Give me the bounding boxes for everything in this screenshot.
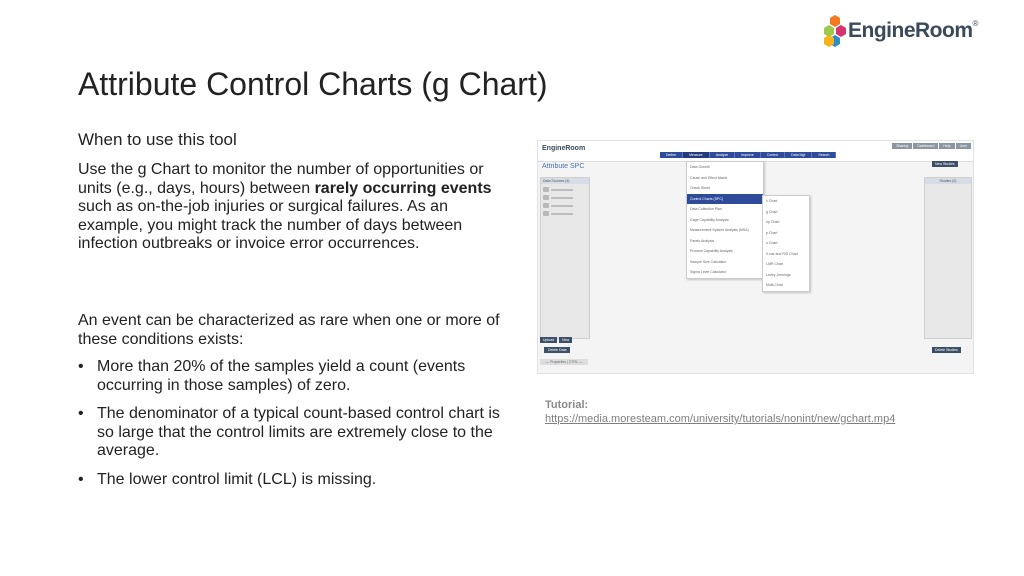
hexagon-cluster-icon bbox=[824, 14, 846, 48]
delete-data-button: Delete Data bbox=[544, 347, 570, 353]
menu-item: Gage Capability Analysis bbox=[690, 217, 729, 222]
submenu-item: X-bar and R/S Chart bbox=[766, 251, 798, 256]
panel-header: Data Sources (4) bbox=[541, 178, 589, 184]
nav-item: Control bbox=[761, 152, 785, 158]
panel-header: Studies (0) bbox=[925, 178, 971, 184]
screenshot-navbar bbox=[660, 152, 836, 158]
submenu-item: c Chart bbox=[766, 199, 778, 204]
conditions-paragraph: An event can be characterized as rare when one or more of these conditions exists: bbox=[78, 312, 500, 348]
new-button: New bbox=[559, 337, 572, 343]
screenshot-upload-row bbox=[540, 337, 572, 343]
data-source-item bbox=[543, 195, 587, 200]
menu-item: Cause and Effect Matrix bbox=[690, 175, 728, 180]
measure-menu bbox=[686, 161, 764, 279]
new-studies-button: New Studies bbox=[932, 161, 958, 167]
list-item: • More than 20% of the samples yield a count (events occurring in those samples) of zero. bbox=[78, 358, 466, 394]
submenu-item: g Chart bbox=[766, 209, 778, 214]
menu-item: Sigma Level Calculator bbox=[690, 270, 726, 275]
nav-item: Data Mgt bbox=[785, 152, 812, 158]
submenu-item: Multi-Chart bbox=[766, 283, 784, 288]
emphasis-text: rarely occurring events bbox=[314, 179, 492, 197]
menu-item: Data Growth bbox=[690, 165, 710, 170]
intro-paragraph: Use the g Chart to monitor the number of opportunities or units (e.g., days, hours) between rarely occurring events such as on-the-job injuries or surgical failures. As an example, you might track the number of days between infection outbreaks or invoice error occurrences. bbox=[78, 161, 492, 252]
submenu-item: u Chart bbox=[766, 241, 778, 246]
menu-item: Check Sheet bbox=[690, 186, 711, 191]
tutorial-label: Tutorial: bbox=[545, 399, 589, 411]
nav-item: Define bbox=[660, 152, 683, 158]
section-subhead: When to use this tool bbox=[78, 130, 237, 149]
submenu-item: I-MR Chart bbox=[766, 262, 784, 267]
top-link: Sharing bbox=[892, 143, 912, 149]
top-link: User bbox=[956, 143, 971, 149]
menu-item: Process Capability Analysis bbox=[690, 249, 733, 254]
screenshot-studies-panel bbox=[924, 177, 972, 339]
nav-item: Analyze bbox=[710, 152, 735, 158]
nav-item: Search bbox=[812, 152, 836, 158]
submenu-item: np Chart bbox=[766, 220, 780, 225]
list-item: • The lower control limit (LCL) is missing. bbox=[78, 470, 377, 488]
data-source-item bbox=[543, 211, 587, 216]
nav-item: Improve bbox=[735, 152, 761, 158]
menu-item: Sample Size Calculator bbox=[690, 259, 727, 264]
top-link: Dashboard bbox=[913, 143, 938, 149]
list-item: • The denominator of a typical count-based control chart is so large that the control limits are extremely close to the average. bbox=[78, 405, 500, 459]
properties-footer: — Properties | CTRL — bbox=[540, 359, 588, 365]
engineroom-logo bbox=[824, 14, 978, 48]
screenshot-data-sources-panel bbox=[540, 177, 590, 339]
top-link: Help bbox=[939, 143, 954, 149]
screenshot-topbar bbox=[538, 141, 973, 162]
screenshot-app-title: Attribute SPC bbox=[542, 163, 585, 170]
tutorial-link[interactable]: https://media.moresteam.com/university/tutorials/nonint/new/gchart.mp4 bbox=[545, 413, 896, 425]
delete-studies-button: Delete Studies bbox=[932, 347, 961, 353]
data-source-item bbox=[543, 187, 587, 192]
app-screenshot bbox=[537, 140, 974, 374]
data-source-item bbox=[543, 203, 587, 208]
upload-button: Upload bbox=[540, 337, 557, 343]
menu-item-selected: Control Charts (SPC) bbox=[687, 194, 763, 205]
conditions-list bbox=[78, 358, 503, 499]
slide-title: Attribute Control Charts (g Chart) bbox=[78, 66, 548, 102]
menu-item: Measurement System Analysis (MSA) bbox=[690, 228, 749, 233]
menu-item: Pareto Analysis bbox=[690, 238, 715, 243]
control-charts-submenu bbox=[762, 195, 810, 292]
submenu-item: p Chart bbox=[766, 230, 778, 235]
submenu-item: Levey-Jennings bbox=[766, 272, 791, 277]
screenshot-top-links bbox=[892, 143, 971, 149]
menu-item: Data Collection Plan bbox=[690, 207, 722, 212]
nav-item: Measure bbox=[683, 152, 710, 158]
screenshot-logo: EngineRoom bbox=[542, 145, 586, 152]
logo-wordmark: EngineRoom® bbox=[848, 19, 978, 42]
